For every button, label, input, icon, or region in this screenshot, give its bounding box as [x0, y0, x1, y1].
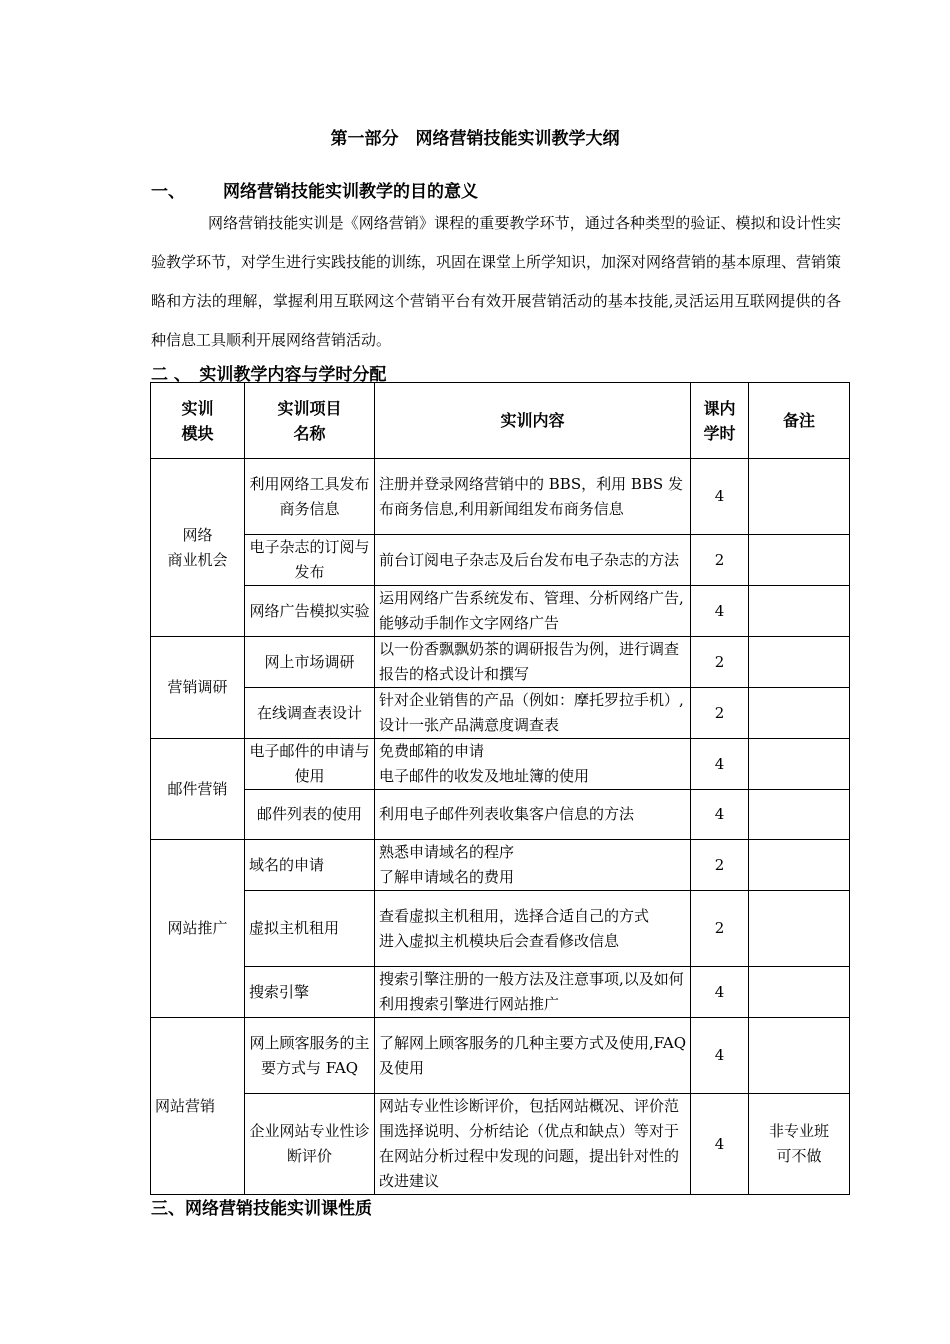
hours-cell: 4 [691, 739, 749, 790]
section-1-number: 一、 [151, 182, 185, 202]
notes-cell [749, 967, 850, 1018]
notes-cell [749, 891, 850, 967]
table-row [151, 586, 850, 637]
hours-cell: 4 [691, 790, 749, 840]
header-notes: 备注 [749, 383, 850, 459]
hours-cell: 2 [691, 891, 749, 967]
content-cell: 前台订阅电子杂志及后台发布电子杂志的方法 [375, 535, 691, 586]
table-row [151, 967, 850, 1018]
hours-cell: 4 [691, 459, 749, 535]
module-cell: 邮件营销 [151, 739, 245, 840]
notes-cell [749, 586, 850, 637]
project-cell: 虚拟主机租用 [245, 891, 375, 967]
module-cell: 网站推广 [151, 840, 245, 1018]
hours-cell: 4 [691, 1094, 749, 1195]
project-cell: 网上市场调研 [245, 637, 375, 688]
content-cell: 熟悉申请域名的程序 了解申请域名的费用 [375, 840, 691, 891]
project-cell: 域名的申请 [245, 840, 375, 891]
project-cell: 邮件列表的使用 [245, 790, 375, 840]
header-module: 实训 模块 [151, 383, 245, 459]
project-cell: 电子杂志的订阅与发布 [245, 535, 375, 586]
notes-cell [749, 459, 850, 535]
hours-cell: 4 [691, 586, 749, 637]
section-2-heading: 二 、 实训教学内容与学时分配 [151, 365, 387, 385]
notes-cell [749, 790, 850, 840]
content-cell: 利用电子邮件列表收集客户信息的方法 [375, 790, 691, 840]
content-cell: 注册并登录网络营销中的 BBS，利用 BBS 发布商务信息,利用新闻组发布商务信息 [375, 459, 691, 535]
table-row [151, 1018, 850, 1094]
notes-cell [749, 535, 850, 586]
content-cell: 免费邮箱的申请 电子邮件的收发及地址簿的使用 [375, 739, 691, 790]
content-cell: 以一份香飘飘奶茶的调研报告为例，进行调查报告的格式设计和撰写 [375, 637, 691, 688]
header-hours: 课内 学时 [691, 383, 749, 459]
section-1-paragraph: 网络营销技能实训是《网络营销》课程的重要教学环节，通过各种类型的验证、模拟和设计性实验教学环节，对学生进行实践技能的训练，巩固在课堂上所学知识，加深对网络营销的基本原理、营销策略和方法的理解，掌握利用互联网这个营销平台有效开展营销活动的基本技能,灵活运用互联网提供的各种信息工具顺利开展网络营销活动。 [151, 214, 842, 349]
table-row [151, 840, 850, 891]
hours-cell: 2 [691, 535, 749, 586]
table-header-row [151, 383, 850, 459]
content-cell: 针对企业销售的产品（例如：摩托罗拉手机）,设计一张产品满意度调查表 [375, 688, 691, 739]
module-cell: 营销调研 [151, 637, 245, 739]
content-cell: 运用网络广告系统发布、管理、分析网络广告,能够动手制作文字网络广告 [375, 586, 691, 637]
hours-cell: 2 [691, 840, 749, 891]
project-cell: 利用网络工具发布商务信息 [245, 459, 375, 535]
table-row [151, 790, 850, 840]
table-row [151, 637, 850, 688]
header-project: 实训项目 名称 [245, 383, 375, 459]
content-cell: 查看虚拟主机租用，选择合适自己的方式 进入虚拟主机模块后会查看修改信息 [375, 891, 691, 967]
section-1-heading [151, 177, 478, 202]
module-cell: 网络 商业机会 [151, 459, 245, 637]
table-row [151, 891, 850, 967]
header-content: 实训内容 [375, 383, 691, 459]
notes-cell [749, 688, 850, 739]
project-cell: 网上顾客服务的主要方式与 FAQ [245, 1018, 375, 1094]
table-row [151, 535, 850, 586]
section-1-title: 网络营销技能实训教学的目的意义 [223, 182, 478, 202]
project-cell: 网络广告模拟实验 [245, 586, 375, 637]
notes-cell [749, 739, 850, 790]
page-title: 第一部分 网络营销技能实训教学大纲 [330, 129, 620, 149]
notes-cell: 非专业班 可不做 [749, 1094, 850, 1195]
notes-cell [749, 637, 850, 688]
module-cell: 网站营销 [151, 1018, 245, 1195]
content-cell: 了解网上顾客服务的几种主要方式及使用,FAQ 及使用 [375, 1018, 691, 1094]
hours-cell: 4 [691, 1018, 749, 1094]
table-row [151, 739, 850, 790]
hours-cell: 2 [691, 637, 749, 688]
table-row [151, 688, 850, 739]
table-row [151, 459, 850, 535]
hours-cell: 4 [691, 967, 749, 1018]
notes-cell [749, 840, 850, 891]
content-cell: 搜索引擎注册的一般方法及注意事项,以及如何利用搜索引擎进行网站推广 [375, 967, 691, 1018]
table-row [151, 1094, 850, 1195]
content-cell: 网站专业性诊断评价，包括网站概况、评价范围选择说明、分析结论（优点和缺点）等对于在网站分析过程中发现的问题，提出针对性的改进建议 [375, 1094, 691, 1195]
project-cell: 电子邮件的申请与使用 [245, 739, 375, 790]
section-3-heading: 三、网络营销技能实训课性质 [151, 1199, 372, 1219]
notes-cell [749, 1018, 850, 1094]
project-cell: 企业网站专业性诊断评价 [245, 1094, 375, 1195]
training-schedule-table [150, 382, 850, 1195]
hours-cell: 2 [691, 688, 749, 739]
project-cell: 在线调查表设计 [245, 688, 375, 739]
project-cell: 搜索引擎 [245, 967, 375, 1018]
